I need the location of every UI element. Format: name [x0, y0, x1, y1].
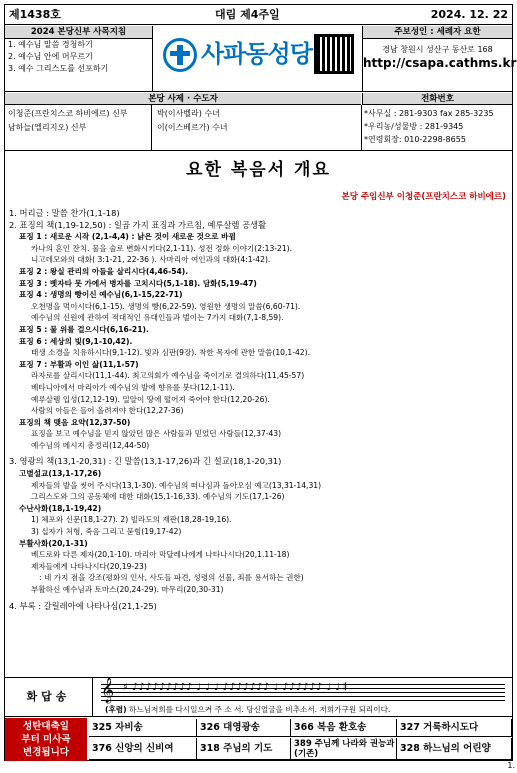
hymn-cell: 366 복음 환호송 — [291, 719, 397, 737]
phone-header: 전화번호 — [362, 93, 512, 105]
hymn-cell: 325 자비송 — [89, 719, 197, 737]
clergy-header: 본당 사제 · 수도자 — [5, 93, 361, 105]
section-heading: 3. 영광의 책(13,1-20,31) : 긴 말씀(13,1-17,26)과 긴 설교(18,1-20,31) — [9, 456, 282, 467]
sign-heading: 표징 5 : 물 위를 걸으시다(6,16-21). — [19, 324, 149, 334]
staff-section — [5, 93, 512, 151]
hymn-label-line: 성탄대축일 — [23, 721, 69, 732]
sign-heading: 고별설교(13,1-17,26) — [19, 469, 102, 479]
hymn-cell: 318 주님의 기도 — [197, 738, 291, 760]
psalm-refrain: (후렴) — [105, 705, 127, 714]
sister-name: 이(이스베르가) 수녀 — [157, 123, 228, 132]
guidelines-header: 2024 본당신부 사목지침 — [5, 26, 152, 39]
section-heading: 1. 머리글 : 말씀 찬가(1,1-18) — [9, 208, 120, 218]
priest-name: 이청준(프란치스코 하비에르) 신부 — [8, 109, 128, 118]
church-logo — [155, 28, 360, 88]
section-heading: 2. 표징의 책(1,19-12,50) : 일곱 가지 표징과 가르침, 예루살렘 공생활 — [9, 219, 267, 230]
article-title: 요한 복음서 개요 — [186, 160, 331, 180]
article-line: 사람의 아들은 들어 올려져야 한다(12,27-36) — [31, 406, 184, 416]
psalm-lyrics — [105, 705, 390, 714]
article-line: 제자들의 발을 씻어 주시다(13,1-30). 예수님의 떠나심과 돌아오심 예고(13,31-14,31) — [31, 480, 322, 490]
page-number: 1. — [507, 761, 515, 771]
article-line: 3) 십자가 처형, 죽음 그리고 묻힘(19,17-42) — [31, 527, 182, 537]
patron-saint: 주보성인 : 세례자 요한 — [363, 26, 512, 39]
guideline-item: 2. 예수님 안에 머무르기 — [8, 52, 93, 61]
psalm-text: 하느님저희를 다시일으켜 주 소 서. 당신얼굴을 비추소서. 저희가구원 되리이다. — [129, 705, 391, 714]
article-line: 니고데모와의 대화( 3:1-21, 22-36 ). 사마리아 여인과의 대화(4:1-42). — [31, 255, 271, 265]
article-line: 카나의 혼인 잔치. 물을 술로 변화시키다(2,1-11). 성전 정화 이야기(2:13-21). — [31, 243, 293, 253]
church-url[interactable]: http://csapa.cathms.kr — [363, 55, 517, 70]
hymn-cell: 327 거룩하시도다 — [397, 719, 512, 737]
article-line: 베드로와 다른 제자(20,1-10). 마리아 막달레나에게 나타나시다(20,1.11-18) — [31, 550, 290, 560]
header — [5, 26, 517, 92]
bulletin-frame — [4, 4, 517, 761]
hymn-cell: 328 하느님의 어린양 — [397, 738, 512, 760]
sister-name: 박(이사벨라) 수녀 — [157, 109, 220, 118]
hymn-label-line: 부터 미사곡 — [21, 734, 71, 745]
article-line: 예수님의 메시지 총정리(12,44-50) — [31, 440, 150, 450]
church-address: 경남 창원시 성산구 동산로 168 — [382, 45, 493, 54]
article-body — [9, 208, 509, 612]
hymn-cell: 389 주님께 나라와 권능과 (기존) — [291, 738, 397, 760]
article-line: 제자들에게 나타나시다(20,19-23) — [31, 561, 147, 571]
hymn-cell: 326 대영광송 — [197, 719, 291, 737]
article-line: 1) 체포와 신문(18,1-27). 2) 빌라도의 재판(18,28-19,16). — [31, 515, 232, 525]
article — [5, 152, 512, 676]
sign-heading: 표징 6 : 세상의 빛(9,1-10,42). — [19, 336, 133, 346]
priest-list — [8, 107, 128, 135]
article-line: 표징을 보고 예수님을 믿지 않았던 많은 사람들과 믿었던 사람들(12,37-43) — [31, 429, 282, 439]
music-notes-icon: ♯ ♪♪♪♪♪♪♪♪♪ ♩ ♩ ♩ ♪♪♪♪♪♪♪ ♩ ♪♪♪♪♪♪ ♩ ♩ 𝄂 — [123, 682, 347, 693]
guideline-item: 1. 예수님 말씀 경청하기 — [8, 40, 93, 49]
hymn-label-line: 변경됩니다 — [23, 747, 69, 758]
pastoral-guidelines — [5, 26, 153, 92]
sign-heading: 표징 7 : 부활과 이인 삶(11,1-57) — [19, 359, 139, 369]
sign-heading: 부활사화(20,1-31) — [19, 538, 88, 548]
sign-heading: 표징 3 : 벳자타 못 가에서 병자를 고치시다(5,1-18). 담화(5,19-47) — [19, 278, 257, 288]
article-line: 예루살렘 입성(12,12-19). 밀알이 땅에 떨어져 죽어야 한다(12,20-26). — [31, 394, 270, 404]
phone-entry: *우리농/성물방 : 281-9345 — [364, 122, 464, 131]
patron-box — [362, 26, 517, 92]
psalm-label: 화답송 — [5, 678, 93, 716]
phone-entry: *사무실 : 281-9303 fax 285-3235 — [364, 109, 494, 118]
sign-heading: 수난사화(18,1-19,42) — [19, 503, 102, 513]
sign-heading: 표징 4 : 생명의 빵이신 예수님(6,1-15,22-71) — [19, 290, 183, 300]
article-line: 라자로를 살리시다(11,1-44). 최고의회가 예수님을 죽이기로 결의하다(11,45-57) — [31, 371, 305, 381]
hymn-label — [5, 718, 87, 761]
sign-heading: 표징의 책 맺음 요약(12,37-50) — [19, 417, 131, 427]
article-line: 예수님의 신원에 관하여 적대적인 유대인들과 벌이는 7가지 대화(7,1-8,59). — [31, 313, 284, 323]
priest-name: 남하늘(엘리지오) 신부 — [8, 123, 87, 132]
article-line: 부활하신 예수님과 토마스(20,24-29). 마무리(20,30-31) — [31, 585, 224, 594]
issue-number: 제1438호 — [9, 8, 61, 21]
article-line: 그리스도와 그의 공동체에 대한 대화(15,1-16,33). 예수님의 기도(17,1-26) — [31, 492, 285, 502]
article-author: 본당 주임신부 이청준(프란치스코 하비에르) — [341, 192, 506, 202]
hymn-cell: 376 신앙의 신비여 — [89, 738, 197, 760]
phone-entry: *연령회장: 010-2298-8655 — [364, 135, 466, 144]
bulletin-date: 2024. 12. 22 — [430, 8, 508, 21]
section-heading: 4. 부록 : 갈릴레아에 나타나심(21,1-25) — [9, 600, 157, 611]
sign-heading: 표징 2 : 왕실 관리의 아들을 살리시다(4,46-54). — [19, 266, 189, 276]
cross-emblem-icon — [163, 38, 197, 72]
top-bar — [5, 5, 512, 25]
sister-list — [157, 107, 228, 135]
article-line: 오천명을 먹이시다(6,1-15). 생명의 빵(6,22-59). 영원한 생명의 말씀(6,60-71). — [31, 301, 301, 311]
article-line: 태생 소경을 치유하시다(9,1-12). 빛과 심판(9장). 착한 목자에 관한 말씀(10,1-42). — [31, 348, 311, 358]
qr-code-icon — [314, 34, 354, 74]
sign-heading: 표징 1 : 새로운 시작 (2,1-4,4) : 낡은 것이 새로운 것으로 바뀜 — [19, 232, 236, 242]
responsorial-psalm — [5, 677, 512, 717]
guideline-item: 3. 예수 그리스도를 선포하기 — [8, 64, 109, 73]
article-line: : 네 가지 점을 강조(평화의 인사, 사도들 파견, 성령의 선물, 죄를 용서하는 권한) — [39, 573, 304, 583]
church-name: 사파동성당 — [201, 40, 312, 68]
liturgical-week: 대림 제4주일 — [215, 8, 280, 21]
phone-list — [364, 107, 494, 146]
article-line: 베타니아에서 마리아가 예수님의 발에 향유를 붓다(12,1-11). — [31, 382, 235, 392]
hymn-table — [5, 718, 512, 761]
treble-clef-icon: 𝄞 — [101, 678, 115, 703]
